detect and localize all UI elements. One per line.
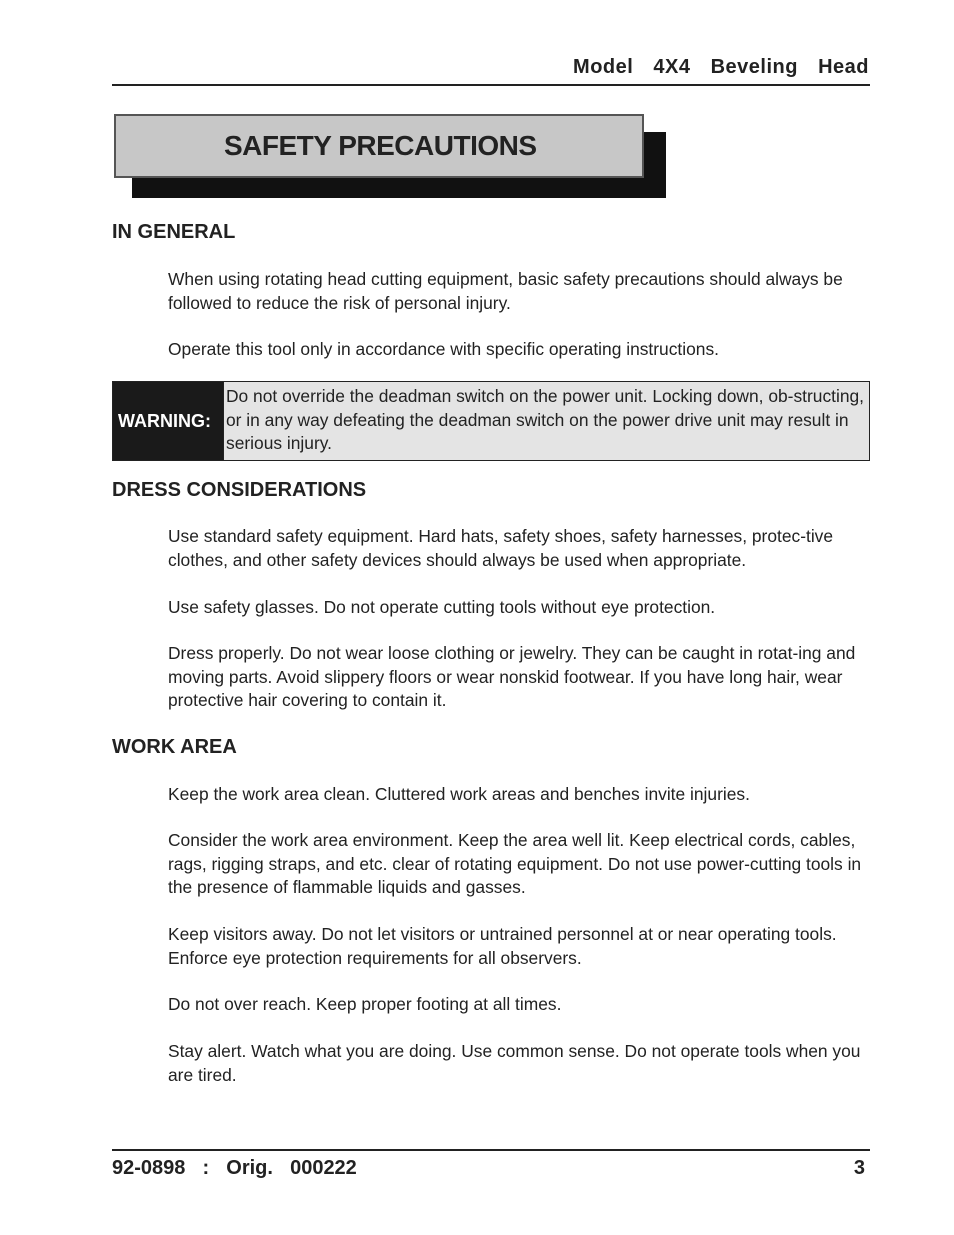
warning-label: WARNING:: [113, 382, 223, 460]
paragraph: Dress properly. Do not wear loose clothing or jewelry. They can be caught in rotat-ing and moving parts. Avoid slippery floors or wear nonskid footwear. If you have long hair, wear protective hair covering to contain it.: [168, 643, 856, 710]
banner-box: [114, 114, 644, 178]
section-banner: [114, 114, 666, 200]
paragraph: Keep visitors away. Do not let visitors or untrained personnel at or near operating tools. Enforce eye protection requirements for all observers.: [168, 924, 837, 968]
footer-divider: [112, 1149, 870, 1151]
paragraph: Stay alert. Watch what you are doing. Use common sense. Do not operate tools when you are tired.: [168, 1041, 861, 1085]
page-number: 3: [853, 1157, 865, 1179]
paragraph: When using rotating head cutting equipment, basic safety precautions should always be followed to reduce the risk of personal injury.: [168, 269, 843, 313]
paragraph: Operate this tool only in accordance with specific operating instructions.: [168, 339, 719, 359]
document-header-title: Model 4X4 Beveling Head: [573, 56, 869, 78]
section-heading-work-area: WORK AREA: [112, 736, 237, 758]
paragraph: Consider the work area environment. Keep the area well lit. Keep electrical cords, cables, rags, rigging straps, and etc. clear of rotating equipment. Do not use power-cutting tools in the presence of flammable liquids and gasses.: [168, 830, 862, 897]
header-divider: [112, 84, 870, 86]
paragraph: Use safety glasses. Do not operate cutting tools without eye protection.: [168, 597, 716, 617]
paragraph: Keep the work area clean. Cluttered work areas and benches invite injuries.: [168, 784, 750, 804]
page-title: SAFETY PRECAUTIONS: [224, 130, 537, 161]
paragraph: Do not over reach. Keep proper footing at all times.: [168, 994, 562, 1014]
section-heading-dress-considerations: DRESS CONSIDERATIONS: [112, 479, 367, 501]
paragraph: Use standard safety equipment. Hard hats, safety shoes, safety harnesses, protec-tive clothes, and other safety devices should always be used when appropriate.: [168, 526, 834, 570]
section-heading-in-general: IN GENERAL: [112, 221, 236, 243]
warning-text: Do not override the deadman switch on the power unit. Locking down, ob-structing, or in any way defeating the deadman switch on the power drive unit may result in serious injury.: [223, 382, 869, 460]
warning-box: [112, 381, 870, 461]
document-number: 92-0898 : Orig. 000222: [112, 1157, 357, 1179]
